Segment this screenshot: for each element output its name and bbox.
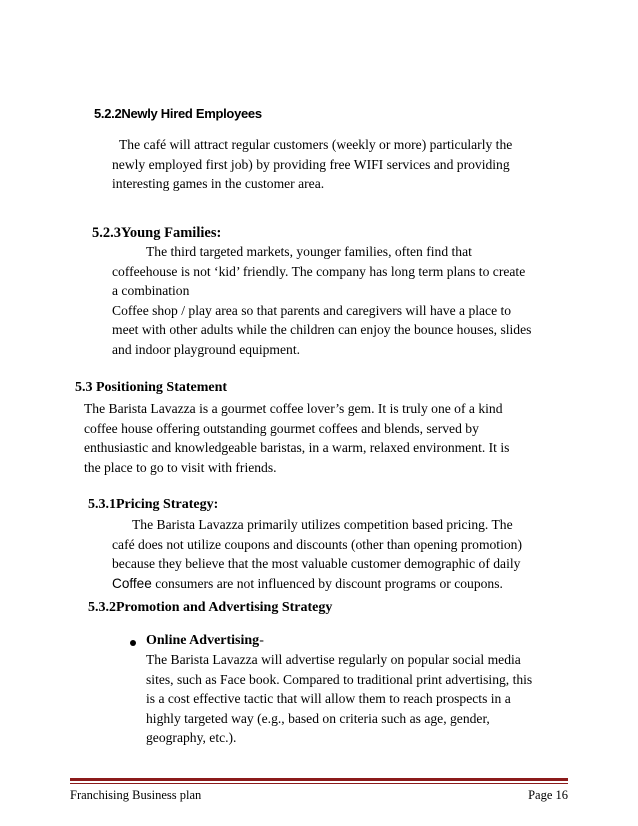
text-line: sites, such as Face book. Compared to traditional print advertising, this — [146, 671, 533, 687]
bullet-title-row — [146, 633, 264, 649]
text-line: interesting games in the customer area. — [112, 176, 325, 191]
heading-5-2-3: 5.2.3Young Families: — [92, 225, 222, 241]
text-line: geography, etc.). — [146, 730, 237, 745]
text-line: coffee house offering outstanding gourmet coffees and blends, served by — [84, 420, 479, 436]
text-line: the place to go to visit with friends. — [84, 459, 277, 475]
text-line-rest: consumers are not influenced by discount programs or coupons. — [151, 575, 503, 591]
text-line: because they believe that the most valuable customer demographic of daily — [112, 556, 521, 571]
footer-rule-thin — [70, 783, 568, 784]
footer-page-number: Page 16 — [528, 788, 568, 802]
heading-5-3-1: 5.3.1Pricing Strategy: — [88, 497, 219, 512]
text-line: highly targeted way (e.g., based on criteria such as age, gender, — [146, 710, 490, 726]
paragraph-5-3 — [84, 399, 509, 477]
heading-5-2-2: 5.2.2Newly Hired Employees — [94, 106, 262, 121]
text-line: café does not utilize coupons and discounts (other than opening promotion) — [112, 536, 522, 552]
paragraph-5-2-2 — [112, 135, 512, 194]
paragraph-5-3-1 — [112, 515, 522, 593]
text-line: The Barista Lavazza is a gourmet coffee lover’s gem. It is truly one of a kind — [84, 401, 503, 416]
text-line: a combination — [112, 283, 190, 298]
text-line: is a cost effective tactic that will allow them to reach prospects in a — [146, 691, 511, 706]
text-line: meet with other adults while the children can enjoy the bounce houses, slides — [112, 322, 532, 337]
paragraph-5-2-3 — [112, 242, 531, 359]
paragraph-5-3-2 — [146, 650, 532, 748]
footer-rule-thick — [70, 778, 568, 781]
text-line: coffeehouse is not ‘kid’ friendly. The company has long term plans to create — [112, 263, 526, 279]
bullet-dot-icon — [130, 640, 136, 646]
heading-5-3-2: 5.3.2Promotion and Advertising Strategy — [88, 600, 333, 615]
text-word: Coffee — [112, 575, 152, 591]
bullet-title: Online Advertising — [146, 633, 260, 648]
text-line: newly employed first job) by providing free WIFI services and providing — [112, 156, 510, 172]
heading-5-3: 5.3 Positioning Statement — [75, 380, 228, 395]
bullet-suffix: - — [259, 633, 264, 648]
text-line: The café will attract regular customers (weekly or more) particularly the — [119, 137, 513, 152]
text-line: enthusiastic and knowledgeable baristas, in a warm, relaxed environment. It is — [84, 440, 510, 455]
text-line: The third targeted markets, younger families, often find that — [146, 244, 472, 259]
text-line: The Barista Lavazza will advertise regularly on popular social media — [146, 652, 521, 667]
text-line — [112, 574, 522, 594]
footer-left: Franchising Business plan — [70, 788, 202, 802]
text-line: Coffee shop / play area so that parents and caregivers will have a place to — [112, 302, 512, 318]
text-line: and indoor playground equipment. — [112, 341, 301, 357]
text-line: The Barista Lavazza primarily utilizes competition based pricing. The — [132, 517, 513, 532]
